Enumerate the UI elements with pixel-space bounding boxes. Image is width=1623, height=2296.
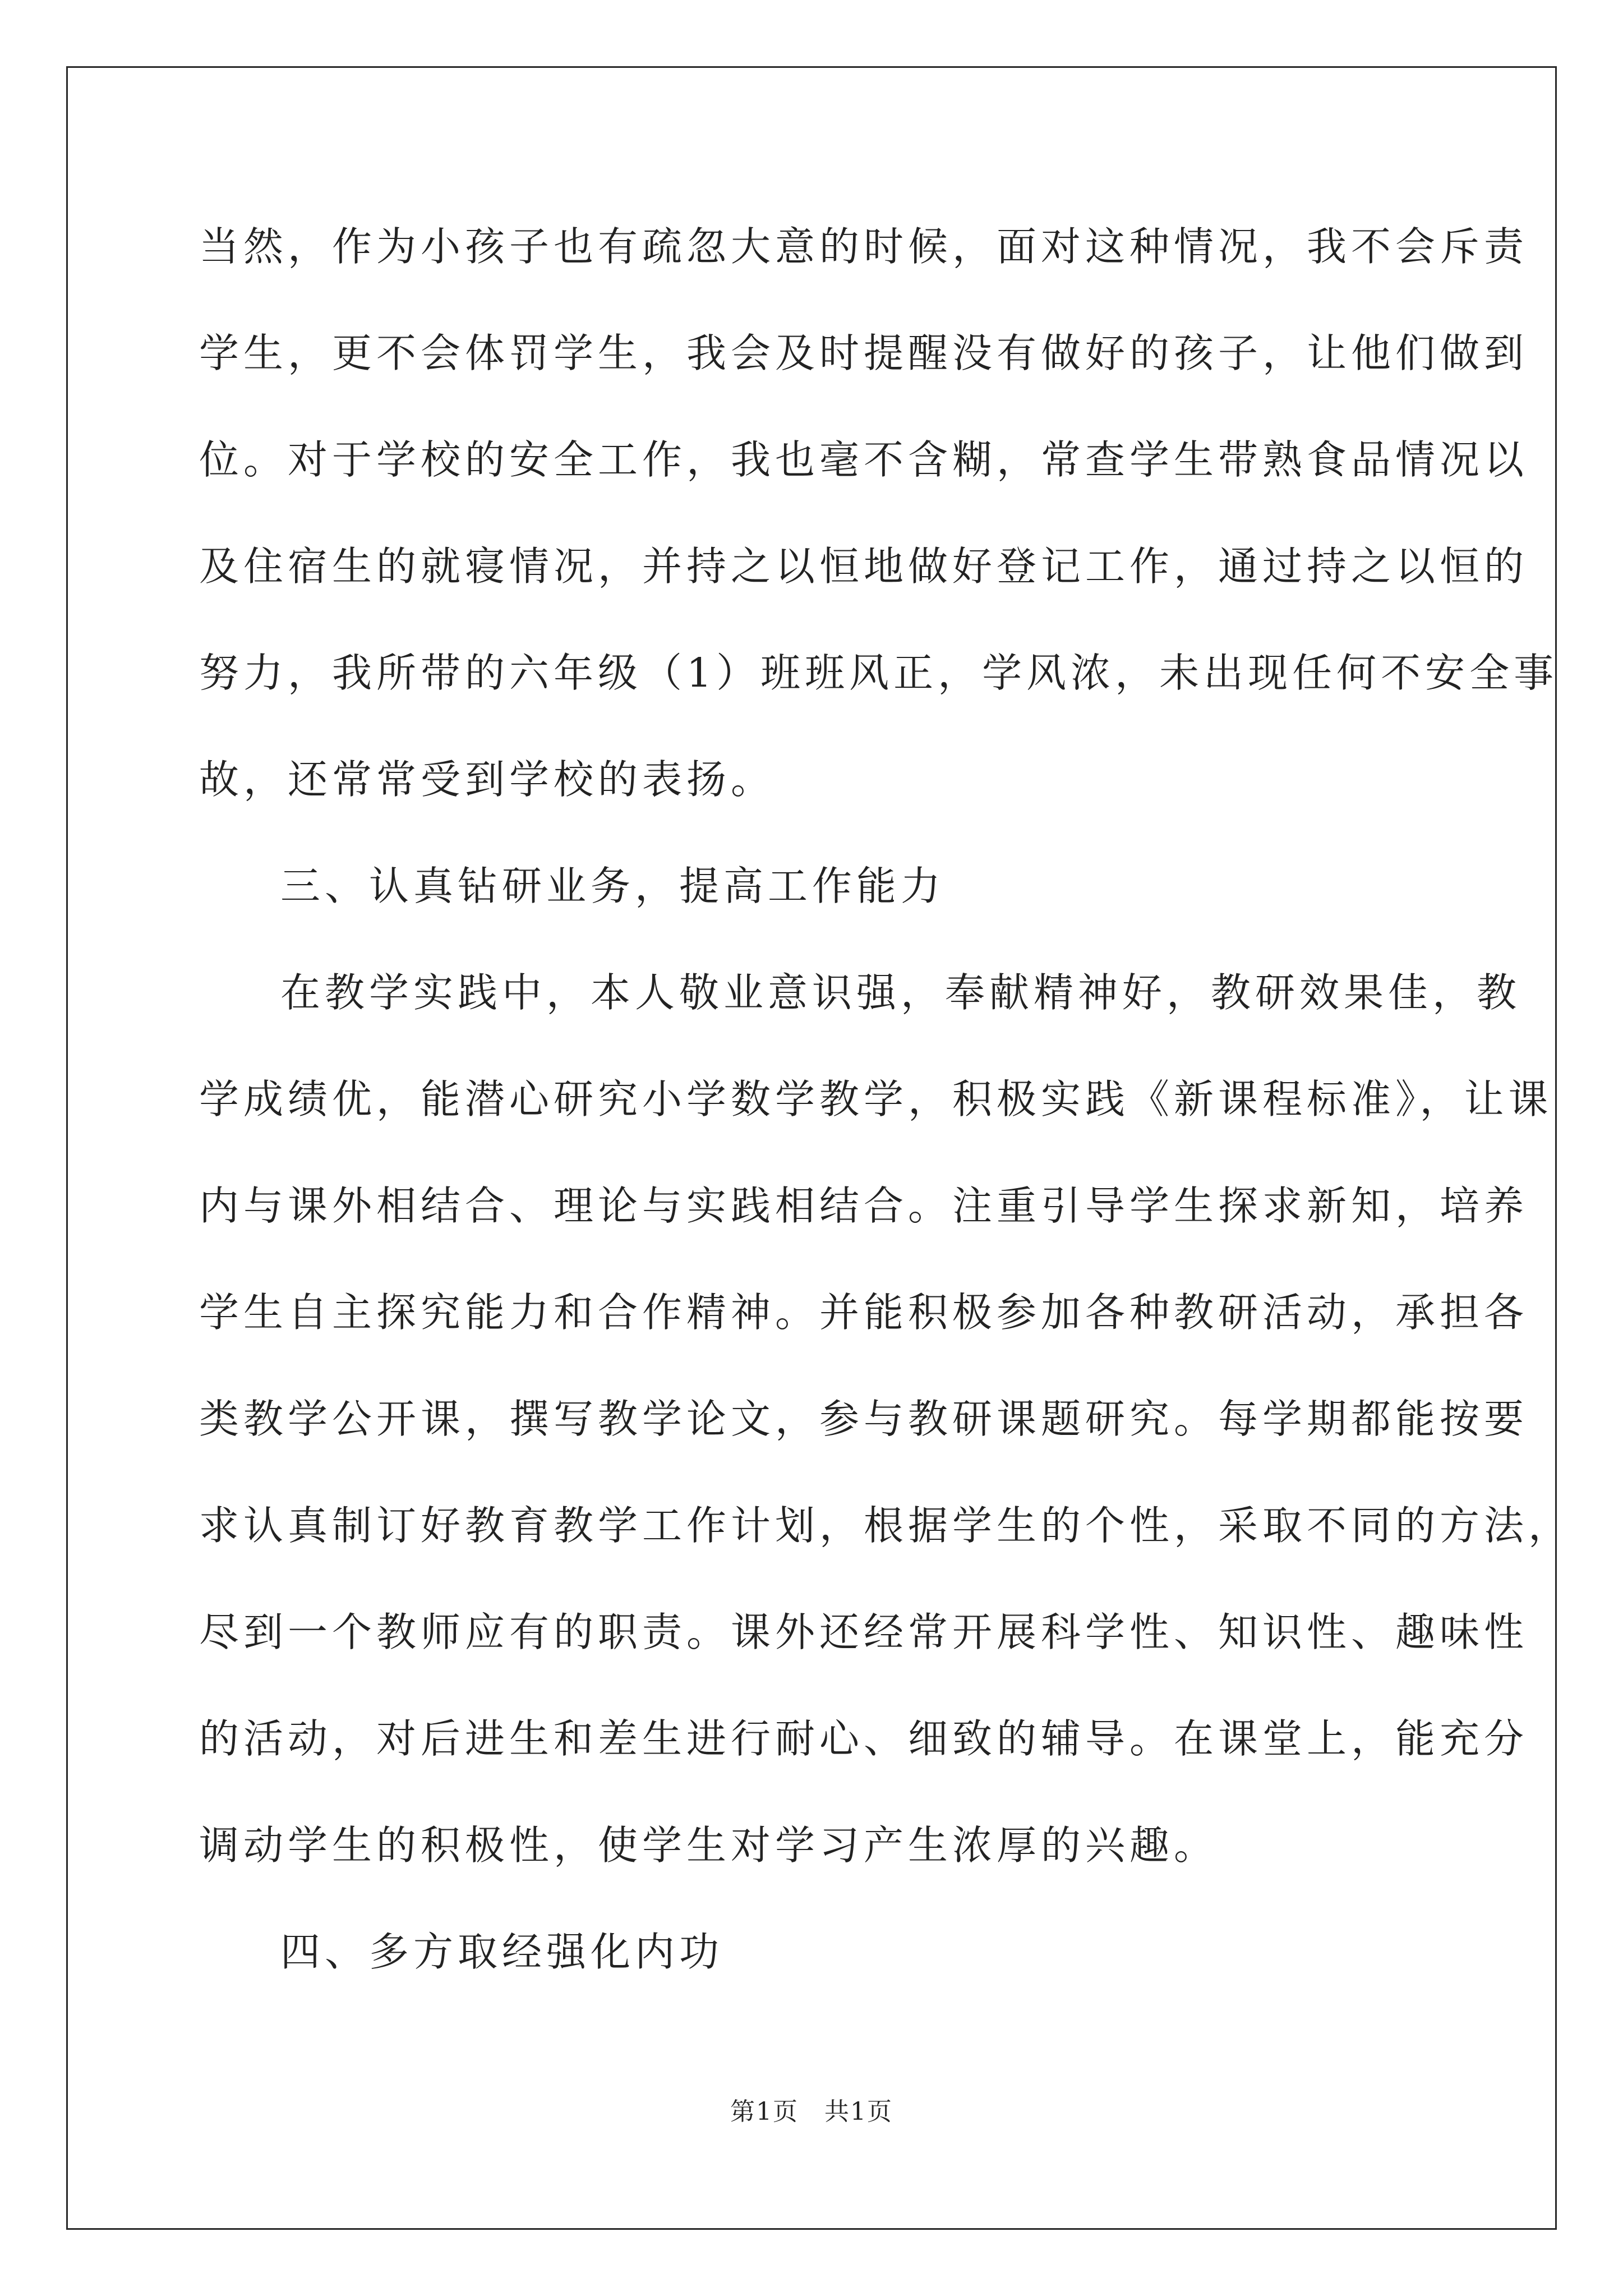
text-line: 位。对于学校的安全工作，我也毫不含糊，常查学生带熟食品情况以 bbox=[199, 436, 1529, 483]
text-line: 求认真制订好教育教学工作计划，根据学生的个性，采取不同的方法， bbox=[199, 1502, 1573, 1549]
page-border bbox=[66, 66, 1557, 2230]
section-heading: 四、多方取经强化内功 bbox=[280, 1929, 724, 1975]
text-line: 故，还常常受到学校的表扬。 bbox=[199, 756, 776, 803]
text-line: 类教学公开课，撰写教学论文，参与教研课题研究。每学期都能按要 bbox=[199, 1396, 1529, 1442]
text-line: 学成绩优，能潜心研究小学数学教学，积极实践《新课程标准》，让课 bbox=[199, 1076, 1553, 1122]
text-line: 学生，更不会体罚学生，我会及时提醒没有做好的孩子，让他们做到 bbox=[199, 330, 1529, 376]
text-line: 尽到一个教师应有的职责。课外还经常开展科学性、知识性、趣味性 bbox=[199, 1609, 1529, 1655]
text-line: 在教学实践中，本人敬业意识强，奉献精神好，教研效果佳，教 bbox=[280, 969, 1521, 1016]
section-heading: 三、认真钻研业务，提高工作能力 bbox=[280, 863, 946, 909]
text-line: 及住宿生的就寝情况，并持之以恒地做好登记工作，通过持之以恒的 bbox=[199, 543, 1529, 590]
text-line: 调动学生的积极性，使学生对学习产生浓厚的兴趣。 bbox=[199, 1822, 1219, 1869]
text-line: 的活动，对后进生和差生进行耐心、细致的辅导。在课堂上，能充分 bbox=[199, 1715, 1529, 1762]
text-line: 努力，我所带的六年级（1）班班风正，学风浓，未出现任何不安全事 bbox=[199, 650, 1559, 696]
text-line: 内与课外相结合、理论与实践相结合。注重引导学生探求新知，培养 bbox=[199, 1182, 1529, 1229]
page-number-footer: 第1页 共1页 bbox=[730, 2097, 893, 2126]
text-line: 当然，作为小孩子也有疏忽大意的时候，面对这种情况，我不会斥责 bbox=[199, 223, 1529, 270]
text-line: 学生自主探究能力和合作精神。并能积极参加各种教研活动，承担各 bbox=[199, 1289, 1529, 1336]
